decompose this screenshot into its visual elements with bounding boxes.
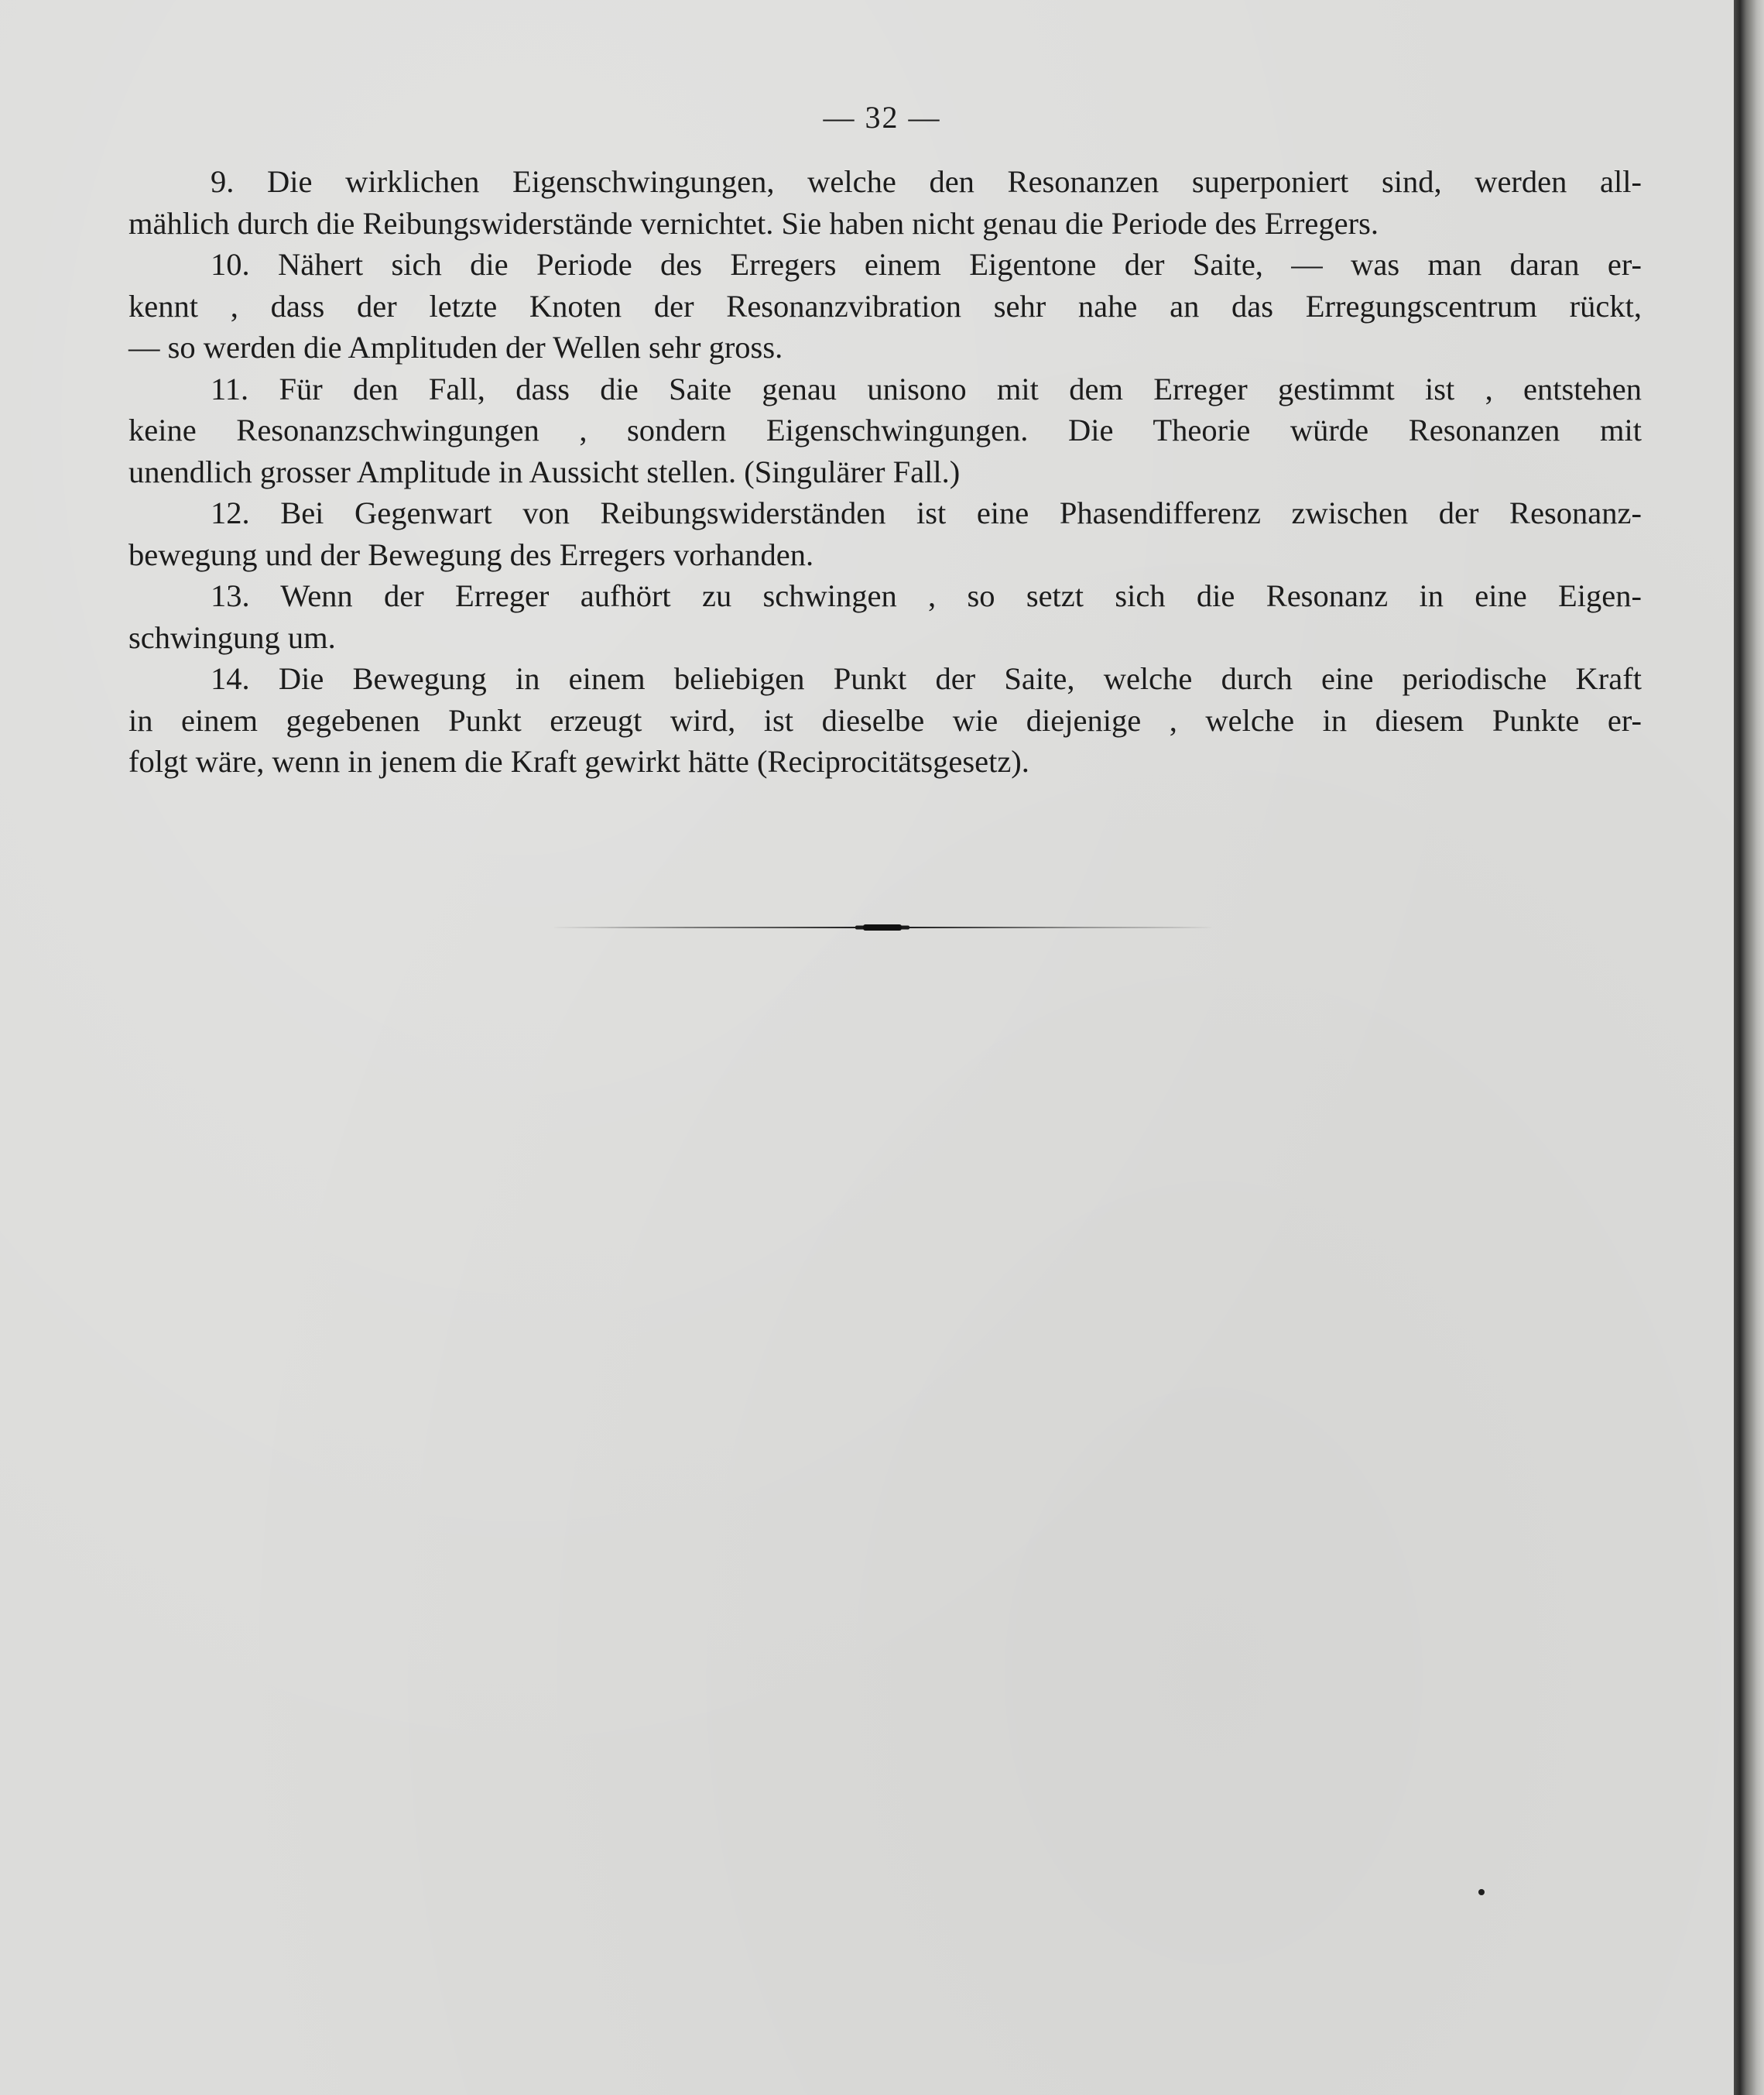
paragraph-13-line-1 bbox=[128, 575, 1642, 617]
paragraph-12-line-1 bbox=[128, 492, 1642, 534]
paragraph-11 bbox=[128, 369, 1642, 493]
page-number: — 32 — bbox=[823, 100, 941, 135]
paragraph-11-text-1: Für den Fall, dass die Saite genau unisono mit dem Erreger gestimmt ist , entstehen bbox=[279, 371, 1642, 406]
paragraph-10-line-2: kennt , dass der letzte Knoten der Resonanzvibration sehr nahe an das Erregungscentrum rückt, bbox=[128, 288, 1642, 324]
paragraph-14-text-1: Die Bewegung in einem beliebigen Punkt der Saite, welche durch eine periodische Kraft bbox=[278, 661, 1642, 696]
paragraph-14-line-3: folgt wäre, wenn in jenem die Kraft gewirkt hätte (Reciprocitätsgesetz). bbox=[128, 744, 1029, 779]
text-block bbox=[128, 161, 1642, 783]
paragraph-14-line-2: in einem gegebenen Punkt erzeugt wird, ist dieselbe wie diejenige , welche in diesem Punkte er- bbox=[128, 702, 1642, 738]
paragraph-13 bbox=[128, 575, 1642, 658]
paragraph-14-number: 14. bbox=[211, 661, 250, 696]
paragraph-9 bbox=[128, 161, 1642, 244]
paragraph-9-line-1 bbox=[128, 161, 1642, 203]
paragraph-12-line-2: bewegung und der Bewegung des Erregers vorhanden. bbox=[128, 537, 814, 572]
paragraph-11-line-1 bbox=[128, 369, 1642, 410]
paragraph-11-number: 11. bbox=[211, 371, 249, 406]
paragraph-11-line-3: unendlich grosser Amplitude in Aussicht stellen. (Singulärer Fall.) bbox=[128, 454, 961, 489]
paragraph-10-text-1: Nähert sich die Periode des Erregers einem Eigentone der Saite, — was man daran er- bbox=[277, 247, 1642, 282]
paragraph-13-text-1: Wenn der Erreger aufhört zu schwingen , so setzt sich die Resonanz in eine Eigen- bbox=[280, 578, 1642, 613]
end-ornament-rule bbox=[550, 921, 1215, 934]
paragraph-10-number: 10. bbox=[211, 247, 250, 282]
paragraph-9-number: 9. bbox=[211, 164, 235, 199]
paragraph-14-line-1 bbox=[128, 658, 1642, 700]
paragraph-11-line-2: keine Resonanzschwingungen , sondern Eigenschwingungen. Die Theorie würde Resonanzen mit bbox=[128, 413, 1642, 447]
paragraph-13-number: 13. bbox=[211, 578, 250, 613]
paragraph-12-text-1: Bei Gegenwart von Reibungswiderständen ist eine Phasendifferenz zwischen der Resonanz- bbox=[280, 495, 1642, 530]
ink-speck bbox=[1478, 1889, 1485, 1895]
paragraph-12 bbox=[128, 492, 1642, 575]
paragraph-10 bbox=[128, 244, 1642, 369]
paragraph-9-line-2: mählich durch die Reibungswiderstände vernichtet. Sie haben nicht genau die Periode des Erregers. bbox=[128, 205, 1379, 241]
paragraph-12-number: 12. bbox=[211, 495, 250, 530]
paragraph-14 bbox=[128, 658, 1642, 783]
paragraph-13-line-2: schwingung um. bbox=[128, 619, 336, 655]
paragraph-10-line-1 bbox=[128, 244, 1642, 286]
paragraph-9-text-1: Die wirklichen Eigenschwingungen, welche den Resonanzen superponiert sind, werden all- bbox=[267, 164, 1642, 199]
binding-edge bbox=[1734, 0, 1764, 2095]
paragraph-10-line-3: — so werden die Amplituden der Wellen sehr gross. bbox=[128, 330, 783, 365]
